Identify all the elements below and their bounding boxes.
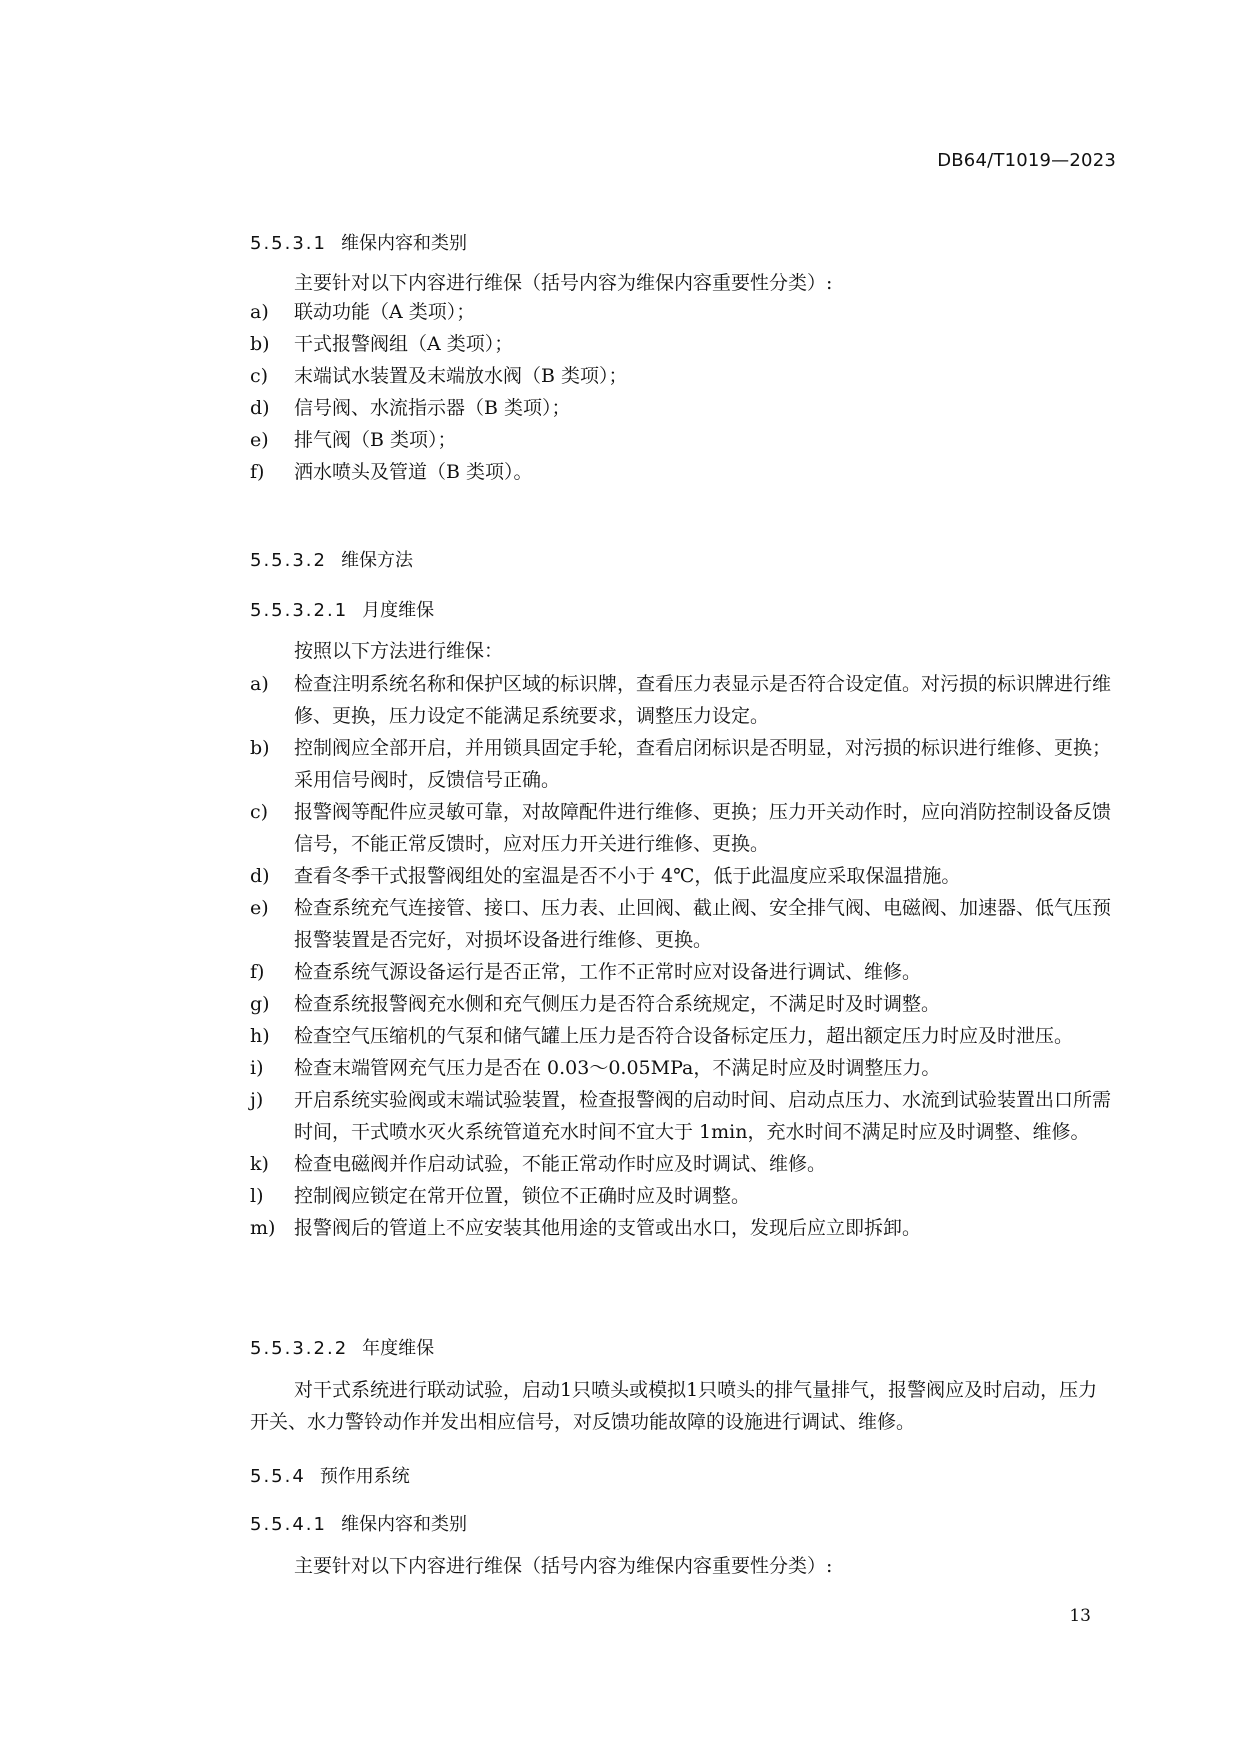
list-text: 报警阀等配件应灵敏可靠，对故障配件进行维修、更换；压力开关动作时，应向消防控制设备反馈信号，不能正常反馈时，应对压力开关进行维修、更换。	[294, 801, 1112, 855]
heading-number: 5.5.3.1	[250, 233, 327, 254]
list-item	[250, 956, 1116, 988]
list-marker: d)	[250, 865, 270, 887]
list-marker: k)	[250, 1153, 269, 1175]
list-marker: l)	[250, 1185, 264, 1207]
list-marker: g)	[250, 993, 270, 1015]
heading-title: 年度维保	[362, 1338, 435, 1359]
list-marker: c)	[250, 365, 269, 387]
list-text: 报警阀后的管道上不应安装其他用途的支管或出水口，发现后应立即拆卸。	[294, 1217, 922, 1239]
list-item	[250, 668, 1116, 732]
heading-5-5-3-2	[250, 546, 413, 572]
list-marker: f)	[250, 461, 265, 483]
heading-number: 5.5.4	[250, 1466, 306, 1487]
list-item	[250, 392, 1116, 424]
monthly-method-list	[250, 668, 1116, 1244]
list-item	[250, 1148, 1116, 1180]
list-text: 信号阀、水流指示器（B 类项）；	[294, 397, 571, 419]
list-text: 联动功能（A 类项）；	[294, 301, 476, 323]
list-item	[250, 360, 1116, 392]
list-text: 排气阀（B 类项）；	[294, 429, 457, 451]
list-text: 干式报警阀组（A 类项）；	[294, 333, 514, 355]
list-marker: d)	[250, 397, 270, 419]
list-item	[250, 860, 1116, 892]
list-text: 控制阀应全部开启，并用锁具固定手轮，查看启闭标识是否明显，对污损的标识进行维修、更换；采用信号阀时，反馈信号正确。	[294, 737, 1112, 791]
list-item	[250, 796, 1116, 860]
list-text: 洒水喷头及管道（B 类项）。	[294, 461, 533, 483]
heading-title: 维保方法	[340, 550, 413, 571]
list-marker: h)	[250, 1025, 270, 1047]
list-item	[250, 456, 1116, 488]
list-item	[250, 1052, 1116, 1084]
list-marker: b)	[250, 737, 270, 759]
list-marker: a)	[250, 673, 269, 695]
list-marker: a)	[250, 301, 269, 323]
list-text: 检查电磁阀并作启动试验，不能正常动作时应及时调试、维修。	[294, 1153, 827, 1175]
list-item	[250, 1180, 1116, 1212]
list-item	[250, 892, 1116, 956]
list-marker: c)	[250, 801, 269, 823]
list-text: 查看冬季干式报警阀组处的室温是否不小于 4℃，低于此温度应采取保温措施。	[294, 865, 961, 887]
list-marker: i)	[250, 1057, 264, 1079]
list-text: 检查系统充气连接管、接口、压力表、止回阀、截止阀、安全排气阀、电磁阀、加速器、低气压预报警装置是否完好，对损坏设备进行维修、更换。	[294, 897, 1112, 951]
list-text: 末端试水装置及末端放水阀（B 类项）；	[294, 365, 628, 387]
list-item	[250, 1212, 1116, 1244]
list-item	[250, 732, 1116, 796]
intro-paragraph: 主要针对以下内容进行维保（括号内容为维保内容重要性分类）:	[294, 1555, 833, 1577]
list-item	[250, 424, 1116, 456]
maintenance-item-list	[250, 296, 1116, 488]
list-item	[250, 296, 1116, 328]
list-text: 检查系统报警阀充水侧和充气侧压力是否符合系统规定，不满足时及时调整。	[294, 993, 941, 1015]
heading-5-5-3-1	[250, 229, 467, 255]
heading-number: 5.5.4.1	[250, 1514, 327, 1535]
list-marker: j)	[250, 1089, 264, 1111]
heading-5-5-4-1	[250, 1510, 467, 1536]
page-number: 13	[1069, 1606, 1091, 1626]
heading-number: 5.5.3.2	[250, 550, 327, 571]
heading-title: 预作用系统	[319, 1466, 410, 1487]
heading-number: 5.5.3.2.1	[250, 600, 349, 621]
heading-5-5-4	[250, 1462, 410, 1488]
heading-title: 月度维保	[362, 600, 435, 621]
heading-5-5-3-2-1	[250, 596, 434, 622]
list-marker: e)	[250, 897, 269, 919]
heading-number: 5.5.3.2.2	[250, 1338, 349, 1359]
list-marker: f)	[250, 961, 265, 983]
list-text: 检查系统气源设备运行是否正常，工作不正常时应对设备进行调试、维修。	[294, 961, 922, 983]
list-text: 开启系统实验阀或末端试验装置，检查报警阀的启动时间、启动点压力、水流到试验装置出口所需时间，干式喷水灭火系统管道充水时间不宜大于 1min，充水时间不满足时应及时调整、维修。	[294, 1089, 1112, 1143]
document-code: DB64/T1019—2023	[937, 150, 1116, 171]
list-text: 检查空气压缩机的气泵和储气罐上压力是否符合设备标定压力，超出额定压力时应及时泄压。	[294, 1025, 1074, 1047]
list-item	[250, 1020, 1116, 1052]
list-marker: b)	[250, 333, 270, 355]
heading-title: 维保内容和类别	[340, 233, 467, 254]
list-text: 控制阀应锁定在常开位置，锁位不正确时应及时调整。	[294, 1185, 751, 1207]
list-text: 检查注明系统名称和保护区域的标识牌，查看压力表显示是否符合设定值。对污损的标识牌进行维修、更换，压力设定不能满足系统要求，调整压力设定。	[294, 673, 1112, 727]
list-item	[250, 1084, 1116, 1148]
annual-method-paragraph: 对干式系统进行联动试验，启动1只喷头或模拟1只喷头的排气量排气，报警阀应及时启动，压力开关、水力警铃动作并发出相应信号，对反馈功能故障的设施进行调试、维修。	[250, 1379, 1098, 1433]
list-text: 检查末端管网充气压力是否在 0.03～0.05MPa，不满足时应及时调整压力。	[294, 1057, 941, 1079]
list-marker: m)	[250, 1217, 276, 1239]
list-marker: e)	[250, 429, 269, 451]
heading-5-5-3-2-2	[250, 1334, 434, 1360]
list-item	[250, 328, 1116, 360]
intro-paragraph: 主要针对以下内容进行维保（括号内容为维保内容重要性分类）:	[294, 272, 833, 294]
intro-paragraph: 按照以下方法进行维保：	[294, 640, 504, 662]
list-item	[250, 988, 1116, 1020]
heading-title: 维保内容和类别	[340, 1514, 467, 1535]
